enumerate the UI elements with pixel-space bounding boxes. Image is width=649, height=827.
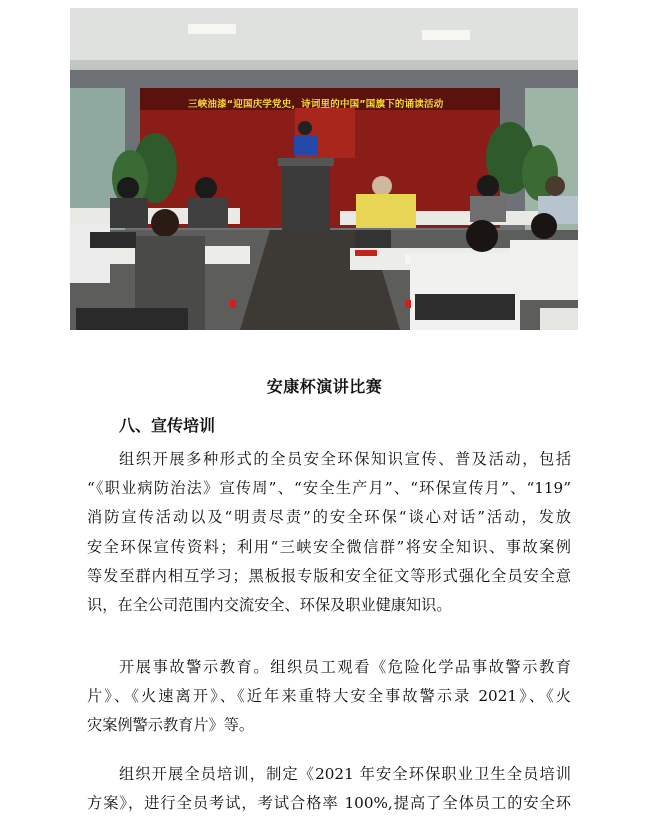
paragraph-line: 方案》，进行全员考试，考试合格率 100%,提高了全体员工的安全环: [87, 794, 571, 813]
paragraph-line: 识，在全公司范围内交流安全、环保及职业健康知识。: [87, 596, 452, 615]
paragraph-line: 组织开展多种形式的全员安全环保知识宣传、普及活动，包括: [119, 450, 571, 468]
event-photo-illustration: [70, 8, 578, 330]
paragraph-training: [87, 760, 571, 818]
paragraph-line: 消防宣传活动以及“明责尽责”的安全环保“谈心对话”活动，发放: [87, 508, 571, 527]
paragraph-line: 灾案例警示教育片》等。: [87, 716, 255, 735]
paragraph-line: 开展事故警示教育。组织员工观看《危险化学品事故警示教育: [119, 658, 571, 676]
photo-caption: 安康杯演讲比赛: [266, 377, 383, 396]
paragraph-line: 片》、《火速离开》、《近年来重特大安全事故警示录 2021》、《火: [87, 687, 571, 706]
paragraph-warning-education: [87, 653, 571, 741]
stage-banner-text: 三峡油漆“迎国庆学党史，诗词里的中国”国旗下的诵读活动: [188, 99, 444, 110]
paragraph-line: “《职业病防治法》宣传周”、“安全生产月”、“环保宣传月”、“119”: [87, 479, 571, 498]
paragraph-line: 组织开展全员培训，制定《2021 年安全环保职业卫生全员培训: [119, 765, 571, 783]
section-heading: 八、宣传培训: [119, 416, 216, 435]
paragraph-publicity: [87, 445, 571, 620]
event-photo: [70, 8, 578, 330]
paragraph-line: 安全环保宣传资料；利用“三峡安全微信群”将安全知识、事故案例: [87, 537, 571, 556]
paragraph-line: 等发至群内相互学习；黑板报专版和安全征文等形式强化全员安全意: [87, 566, 571, 585]
